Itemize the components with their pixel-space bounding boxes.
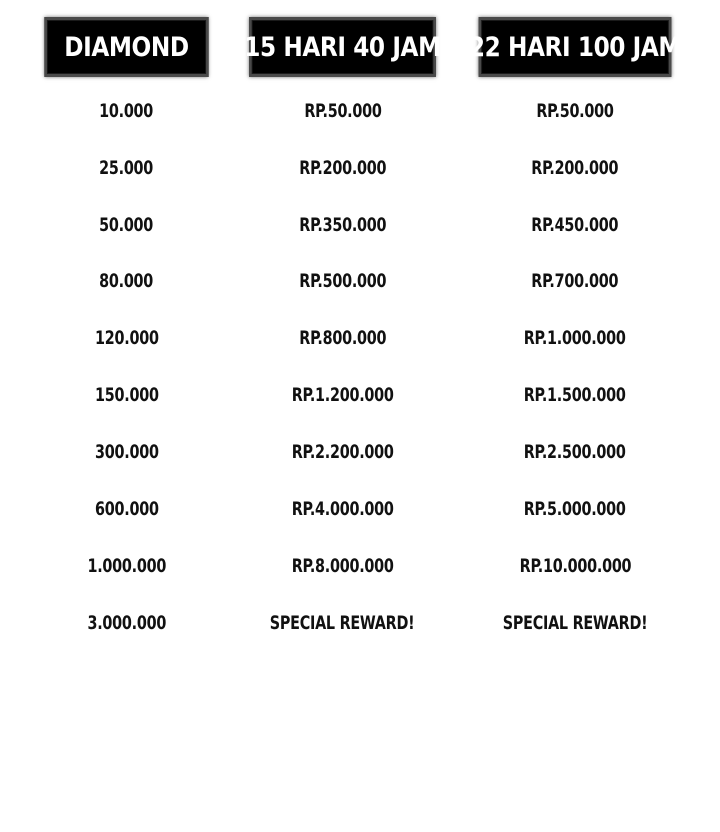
table-row xyxy=(0,261,720,301)
diamond-value: 80.000 xyxy=(99,270,154,292)
reward-22-cell xyxy=(463,432,687,472)
diamond-cell xyxy=(31,489,222,529)
reward-22-cell xyxy=(463,205,687,245)
reward-22-cell xyxy=(463,489,687,529)
header-22-hari-100-jam-label: 22 HARI 100 JAM xyxy=(468,31,682,63)
reward-15-value: RP.4.000.000 xyxy=(291,498,394,520)
reward-15-value: RP.200.000 xyxy=(299,157,386,179)
reward-22-value: RP.1.500.000 xyxy=(524,384,626,406)
reward-22-cell xyxy=(463,261,687,301)
diamond-cell xyxy=(31,205,222,245)
reward-15-cell xyxy=(234,546,451,586)
table-row xyxy=(0,91,720,131)
reward-22-cell xyxy=(463,375,687,415)
reward-15-cell xyxy=(234,489,451,529)
diamond-cell xyxy=(31,603,222,643)
table-row xyxy=(0,318,720,358)
header-15-hari-40-jam-label: 15 HARI 40 JAM xyxy=(244,31,441,63)
reward-15-value: RP.2.200.000 xyxy=(291,441,394,463)
header-diamond-label: DIAMOND xyxy=(64,31,189,63)
table-row xyxy=(0,489,720,529)
reward-15-value: RP.1.200.000 xyxy=(291,384,394,406)
diamond-cell xyxy=(31,546,222,586)
table-header-row xyxy=(0,17,720,77)
reward-15-cell xyxy=(234,603,451,643)
reward-22-value: RP.50.000 xyxy=(536,100,614,122)
reward-15-value: RP.50.000 xyxy=(303,100,382,122)
reward-15-cell xyxy=(234,375,451,415)
diamond-value: 600.000 xyxy=(94,498,159,520)
diamond-cell xyxy=(31,318,222,358)
reward-22-value: RP.5.000.000 xyxy=(524,498,626,520)
reward-15-value: RP.350.000 xyxy=(299,214,386,236)
table-row xyxy=(0,375,720,415)
table-row xyxy=(0,603,720,643)
reward-22-cell xyxy=(463,318,687,358)
reward-22-value: RP.700.000 xyxy=(531,270,619,292)
diamond-cell xyxy=(31,432,222,472)
reward-22-value: SPECIAL REWARD! xyxy=(502,612,648,634)
reward-15-cell xyxy=(234,205,451,245)
reward-22-cell xyxy=(463,546,687,586)
reward-15-cell xyxy=(234,318,451,358)
diamond-value: 50.000 xyxy=(99,214,154,236)
diamond-cell xyxy=(31,148,222,188)
reward-22-value: RP.200.000 xyxy=(531,157,619,179)
reward-15-cell xyxy=(234,261,451,301)
diamond-value: 10.000 xyxy=(99,100,154,122)
header-diamond xyxy=(44,17,208,77)
reward-15-cell xyxy=(234,148,451,188)
reward-15-value: RP.8.000.000 xyxy=(291,555,394,577)
diamond-value: 3.000.000 xyxy=(87,612,166,634)
reward-22-cell xyxy=(463,148,687,188)
diamond-value: 150.000 xyxy=(94,384,159,406)
header-22-hari-100-jam xyxy=(468,17,682,77)
reward-15-value: RP.800.000 xyxy=(299,327,386,349)
table-row xyxy=(0,148,720,188)
diamond-cell xyxy=(31,91,222,131)
reward-15-value: RP.500.000 xyxy=(299,270,386,292)
diamond-value: 300.000 xyxy=(94,441,159,463)
reward-22-value: RP.450.000 xyxy=(531,214,619,236)
table-row xyxy=(0,432,720,472)
diamond-value: 120.000 xyxy=(94,327,159,349)
header-15-hari-40-jam xyxy=(244,17,441,77)
diamond-value: 25.000 xyxy=(99,157,154,179)
reward-15-value: SPECIAL REWARD! xyxy=(270,612,415,634)
reward-22-value: RP.10.000.000 xyxy=(519,555,631,577)
table-row xyxy=(0,546,720,586)
diamond-value: 1.000.000 xyxy=(87,555,166,577)
reward-15-cell xyxy=(234,432,451,472)
table-row xyxy=(0,205,720,245)
reward-15-cell xyxy=(234,91,451,131)
reward-22-value: RP.1.000.000 xyxy=(524,327,626,349)
diamond-cell xyxy=(31,375,222,415)
reward-22-cell xyxy=(463,91,687,131)
reward-22-cell xyxy=(463,603,687,643)
reward-22-value: RP.2.500.000 xyxy=(524,441,626,463)
diamond-cell xyxy=(31,261,222,301)
